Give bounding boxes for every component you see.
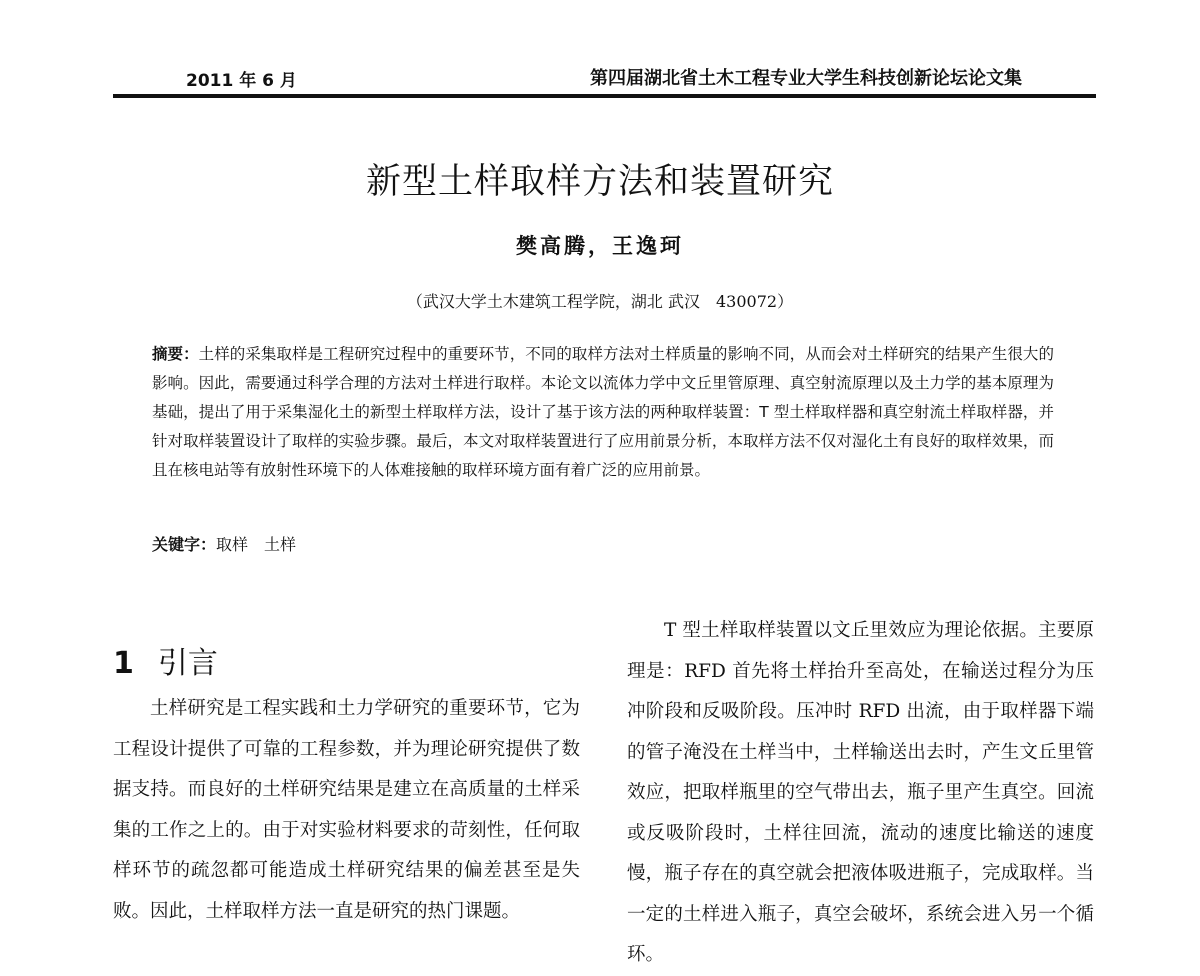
abstract-label: 摘要： <box>152 345 199 363</box>
abstract <box>152 340 1054 485</box>
section-number: 1 <box>113 646 134 681</box>
section-heading <box>113 638 218 682</box>
keywords <box>152 532 296 555</box>
right-paragraph: T 型土样取样装置以文丘里效应为理论依据。主要原理是：RFD 首先将土样抬升至高处，在输送过程分为压冲阶段和反吸阶段。压冲时 RFD 出流，由于取样器下端的管子淹没在土样当中，土样输送出去时，产生文丘里管效应，把取样瓶里的空气带出去，瓶子里产生真空。回流或反吸阶段时，土样往回流，流动的速度比输送的速度慢，瓶子存在的真空就会把液体吸进瓶子，完成取样。当一定的土样进入瓶子，真空会破坏，系统会进入另一个循环。 <box>627 620 1094 965</box>
paper-title: 新型土样取样方法和装置研究 <box>365 162 834 202</box>
keywords-label: 关键字： <box>152 535 217 554</box>
paper-authors: 樊高腾，王逸珂 <box>516 233 684 258</box>
header-rule <box>113 94 1096 98</box>
keywords-text: 取样 土样 <box>216 535 297 554</box>
intro-paragraph: 土样研究是工程实践和土力学研究的重要环节，它为工程设计提供了可靠的工程参数，并为理论研究提供了数据支持。而良好的土样研究结果是建立在高质量的土样采集的工作之上的。由于对实验材料要求的苛刻性，任何取样环节的疏忽都可能造成土样研究结果的偏差甚至是失败。因此，土样取样方法一直是研究的热门课题。 <box>113 698 580 922</box>
right-column <box>627 611 1094 976</box>
abstract-text: 土样的采集取样是工程研究过程中的重要环节，不同的取样方法对土样质量的影响不同，从而会对土样研究的结果产生很大的影响。因此，需要通过科学合理的方法对土样进行取样。本论文以流体力学中文丘里管原理、真空射流原理以及土力学的基本原理为基础，提出了用于采集湿化土的新型土样取样方法，设计了基于该方法的两种取样装置：T 型土样取样器和真空射流土样取样器，并针对取样装置设计了取样的实验步骤。最后，本文对取样装置进行了应用前景分析，本取样方法不仅对湿化土有良好的取样效果，而且在核电站等有放射性环境下的人体难接触的取样环境方面有着广泛的应用前景。 <box>152 345 1054 479</box>
left-column <box>113 689 580 932</box>
header-date: 2011 年 6 月 <box>186 71 297 91</box>
paper-affiliation: （武汉大学土木建筑工程学院，湖北 武汉 430072） <box>406 292 794 311</box>
section-title: 引言 <box>157 646 218 681</box>
header-journal-title: 第四届湖北省土木工程专业大学生科技创新论坛论文集 <box>590 68 1022 89</box>
